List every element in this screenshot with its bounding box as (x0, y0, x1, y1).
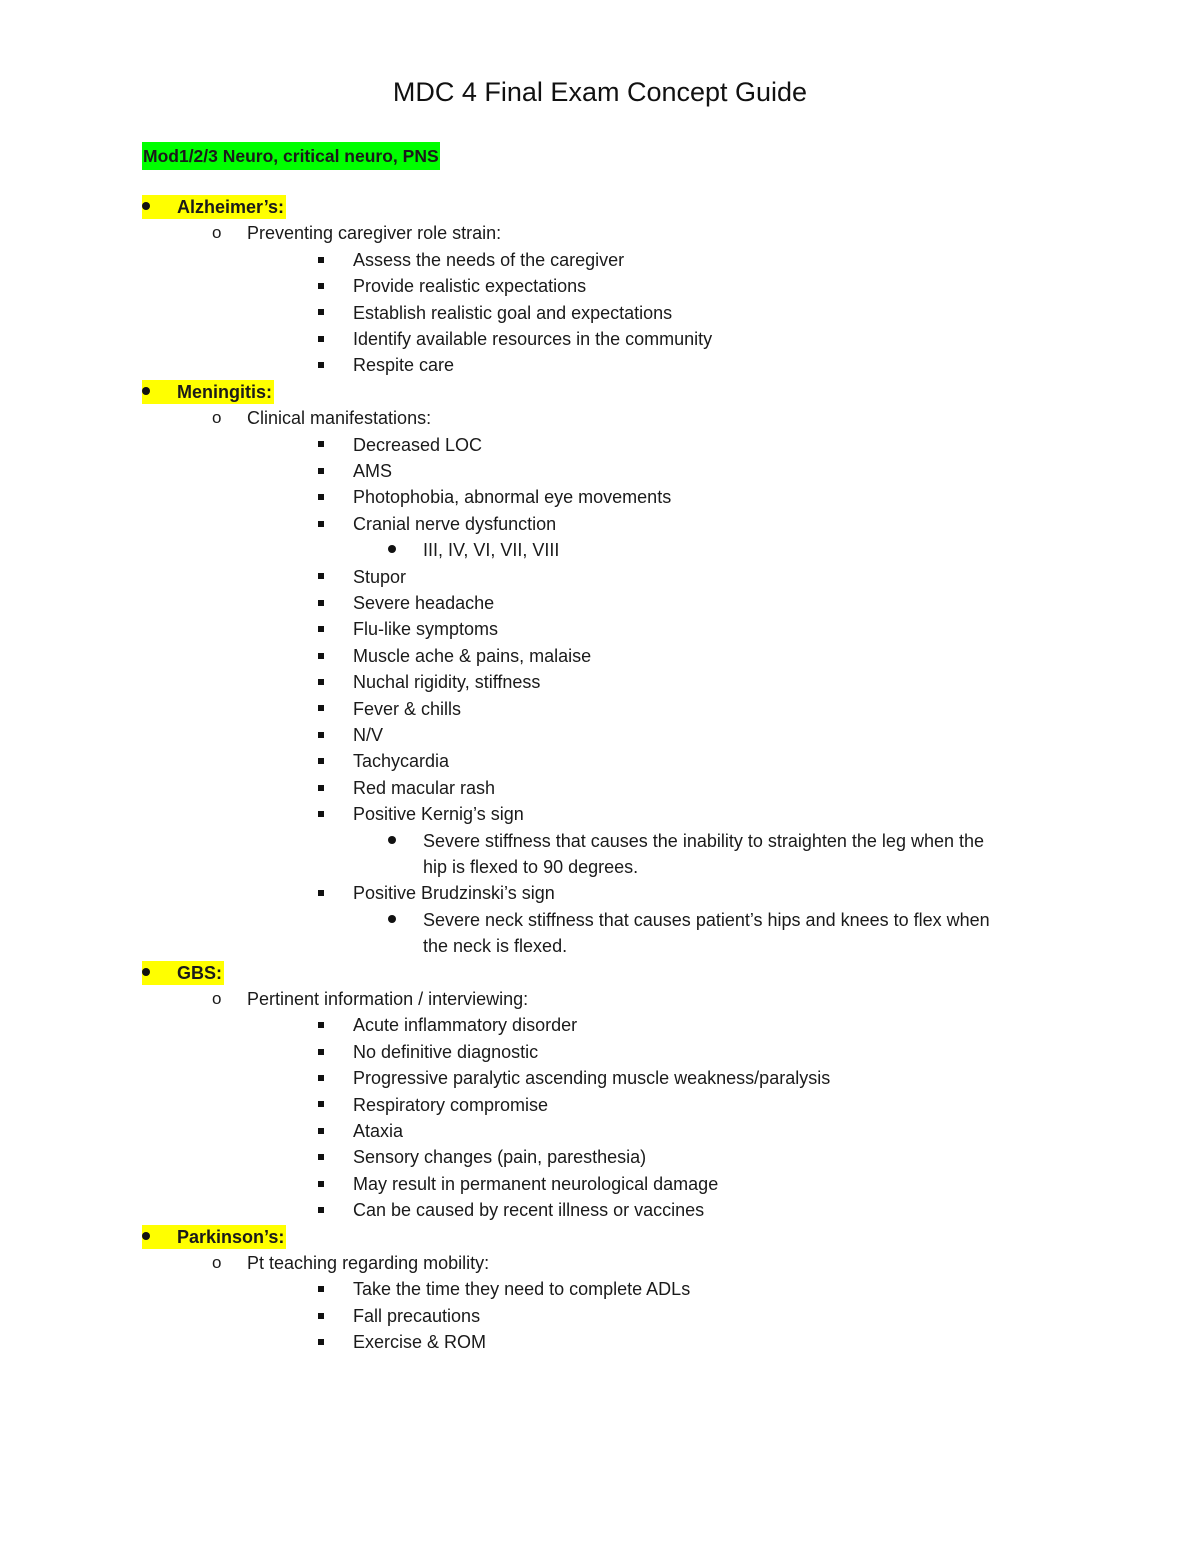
square-bullet-icon (318, 880, 324, 906)
item-text: Red macular rash (353, 777, 496, 798)
square-bullet-icon (318, 643, 324, 669)
item-text: Muscle ache & pains, malaise (353, 645, 592, 666)
item-text: Respite care (353, 355, 455, 376)
item-text: Flu-like symptoms (353, 619, 499, 640)
module-heading: Mod1/2/3 Neuro, critical neuro, PNS (142, 142, 440, 170)
circle-bullet-icon: o (212, 1253, 222, 1272)
item-text: Positive Brudzinski’s sign (353, 883, 555, 904)
item-text: Identify available resources in the community (353, 329, 713, 349)
item-text: Tachycardia (353, 751, 450, 772)
item-text: Pertinent information / interviewing: (247, 989, 529, 1009)
dot-bullet-icon (388, 907, 396, 933)
item-text: Severe headache (353, 593, 495, 613)
topic-bullet-icon (142, 1224, 150, 1250)
item-text: Progressive paralytic ascending muscle weakness/paralysis (353, 1068, 831, 1089)
circle-bullet-icon: o (212, 408, 222, 428)
item-text: No definitive diagnostic (353, 1041, 539, 1062)
square-bullet-icon (318, 352, 324, 378)
topic-label: GBS: (177, 962, 222, 983)
item-text: Preventing caregiver role strain: (247, 223, 502, 244)
item-text: hip is flexed to 90 degrees. (423, 857, 639, 877)
square-bullet-icon (318, 432, 324, 458)
square-bullet-icon (318, 1012, 324, 1038)
square-bullet-icon (318, 300, 324, 326)
square-bullet-icon (318, 1092, 324, 1118)
item-text: Stupor (353, 566, 407, 587)
item-text: Photophobia, abnormal eye movements (353, 487, 672, 508)
item-text: Establish realistic goal and expectations (353, 302, 673, 323)
square-bullet-icon (318, 1276, 324, 1302)
item-text: Ataxia (353, 1121, 404, 1141)
item-text: Assess the needs of the caregiver (353, 249, 625, 270)
square-bullet-icon (318, 564, 324, 590)
circle-bullet-icon: o (212, 223, 222, 243)
square-bullet-icon (318, 616, 324, 642)
item-text: Exercise & ROM (353, 1332, 487, 1353)
item-text: Clinical manifestations: (247, 408, 432, 429)
item-text: Severe stiffness that causes the inability to straighten the leg when the (423, 830, 985, 851)
item-text: Pt teaching regarding mobility: (247, 1253, 490, 1273)
item-text: Positive Kernig’s sign (353, 804, 524, 825)
square-bullet-icon (318, 748, 324, 774)
square-bullet-icon (318, 696, 324, 722)
topic-label: Meningitis: (177, 381, 272, 402)
topic-bullet-icon (142, 379, 150, 405)
topic-bullet-icon (142, 194, 150, 220)
item-text: the neck is flexed. (423, 936, 568, 957)
item-text: Provide realistic expectations (353, 276, 587, 297)
square-bullet-icon (318, 1171, 324, 1197)
item-text: Take the time they need to complete ADLs (353, 1279, 691, 1300)
square-bullet-icon (318, 458, 324, 484)
topic-label: Alzheimer’s: (177, 197, 285, 217)
square-bullet-icon (318, 326, 324, 352)
dot-bullet-icon (388, 537, 396, 563)
square-bullet-icon (318, 669, 324, 695)
item-text: Nuchal rigidity, stiffness (353, 672, 541, 693)
square-bullet-icon (318, 590, 324, 616)
square-bullet-icon (318, 511, 324, 537)
item-text: Acute inflammatory disorder (353, 1015, 578, 1036)
item-text: Cranial nerve dysfunction (353, 513, 557, 534)
item-text: III, IV, VI, VII, VIII (423, 540, 560, 561)
square-bullet-icon (318, 801, 324, 827)
item-text: Fall precautions (353, 1305, 481, 1326)
page-title: MDC 4 Final Exam Concept Guide (392, 77, 808, 107)
item-text: Severe neck stiffness that causes patient’s hips and knees to flex when (423, 909, 990, 930)
square-bullet-icon (318, 722, 324, 748)
square-bullet-icon (318, 273, 324, 299)
item-text: Decreased LOC (353, 434, 483, 455)
square-bullet-icon (318, 1065, 324, 1091)
item-text: Fever & chills (353, 698, 462, 719)
topic-bullet-icon (142, 960, 150, 986)
square-bullet-icon (318, 1329, 324, 1355)
square-bullet-icon (318, 247, 324, 273)
item-text: May result in permanent neurological damage (353, 1173, 719, 1194)
item-text: Can be caused by recent illness or vaccines (353, 1200, 705, 1221)
square-bullet-icon (318, 1144, 324, 1170)
item-text: AMS (353, 461, 393, 481)
square-bullet-icon (318, 1197, 324, 1223)
circle-bullet-icon: o (212, 989, 222, 1008)
dot-bullet-icon (388, 828, 396, 854)
item-text: Sensory changes (pain, paresthesia) (353, 1147, 647, 1168)
topic-label: Parkinson’s: (177, 1226, 285, 1247)
square-bullet-icon (318, 1039, 324, 1065)
square-bullet-icon (318, 484, 324, 510)
square-bullet-icon (318, 1118, 324, 1144)
square-bullet-icon (318, 1303, 324, 1329)
square-bullet-icon (318, 775, 324, 801)
item-text: Respiratory compromise (353, 1094, 549, 1115)
item-text: N/V (353, 725, 384, 745)
